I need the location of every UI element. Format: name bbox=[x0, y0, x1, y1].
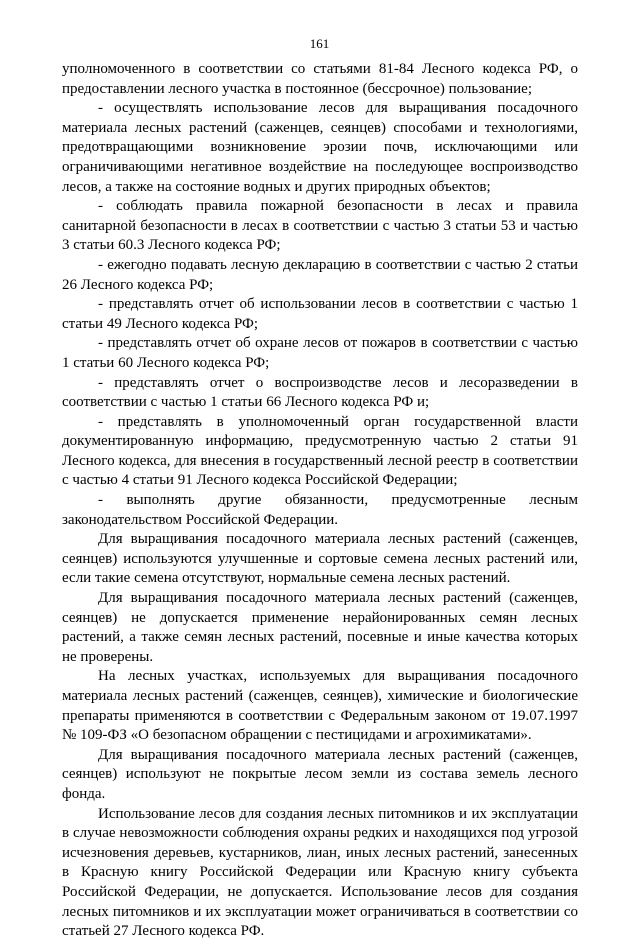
list-item: - соблюдать правила пожарной безопасности в лесах и правила санитарной безопасности в лесах в соответствии с частью 3 статьи 53 и частью 3 статьи 60.3 Лесного кодекса РФ; bbox=[62, 198, 578, 254]
page-body bbox=[62, 60, 578, 942]
list-item: - представлять отчет об охране лесов от пожаров в соответствии с частью 1 статьи 60 Лесного кодекса РФ; bbox=[62, 335, 578, 371]
list-item: - представлять в уполномоченный орган государственной власти документированную информацию, предусмотренную частью 2 статьи 91 Лесного кодекса, для внесения в государственный лесной реестр в соответствии с частью 4 статьи 91 Лесного кодекса Российской Федерации; bbox=[62, 413, 578, 489]
list-item: - представлять отчет о воспроизводстве лесов и лесоразведении в соответствии с частью 1 статьи 66 Лесного кодекса РФ и; bbox=[62, 374, 578, 411]
list-item: - осуществлять использование лесов для выращивания посадочного материала лесных растений (саженцев, сеянцев) способами и технологиями, предотвращающими возникновение эрозии почв, исключающими или ограничивающими негативное воздействие на последующее воспроизводство лесов, а также на состояние водных и других природных объектов; bbox=[62, 100, 578, 195]
page-number: 161 bbox=[309, 36, 330, 51]
paragraph: Для выращивания посадочного материала лесных растений (саженцев, сеянцев) используются улучшенные и сортовые семена лесных растений или, если такие семена отсутствуют, нормальные семена лесных растений. bbox=[62, 531, 578, 587]
paragraph: Для выращивания посадочного материала лесных растений (саженцев, сеянцев) используют не покрытые лесом земли из состава земель лесного фонда. bbox=[62, 746, 578, 802]
list-item: - ежегодно подавать лесную декларацию в соответствии с частью 2 статьи 26 Лесного кодекса РФ; bbox=[62, 256, 578, 293]
paragraph-continuation: уполномоченного в соответствии со статьями 81-84 Лесного кодекса РФ, о предоставлении лесного участка в постоянное (бессрочное) пользование; bbox=[62, 61, 578, 97]
list-item: - представлять отчет об использовании лесов в соответствии с частью 1 статьи 49 Лесного кодекса РФ; bbox=[62, 296, 578, 332]
paragraph: Для выращивания посадочного материала лесных растений (саженцев, сеянцев) не допускается применение нерайонированных семян лесных растений, а также семян лесных растений, посевные и иные качества которых не проверены. bbox=[62, 590, 578, 665]
paragraph: Использование лесов для создания лесных питомников и их эксплуатации в случае невозможности соблюдения охраны редких и находящихся под угрозой исчезновения деревьев, кустарников, лиан, иных лесных растений, занесенных в Красную книгу Российской Федерации или Красную книгу субъекта Российской Федерации, не допускается. Использование лесов для создания лесных питомников и их эксплуатации может ограничиваться в соответствии со статьей 27 Лесного кодекса РФ. bbox=[62, 805, 578, 940]
list-item: - выполнять другие обязанности, предусмотренные лесным законодательством Российской Федерации. bbox=[62, 492, 578, 528]
paragraph: На лесных участках, используемых для выращивания посадочного материала лесных растений (саженцев, сеянцев), химические и биологические препараты применяются в соответствии с Федеральным законом от 19.07.1997 № 109-ФЗ «О безопасном обращении с пестицидами и агрохимикатами». bbox=[62, 668, 578, 744]
